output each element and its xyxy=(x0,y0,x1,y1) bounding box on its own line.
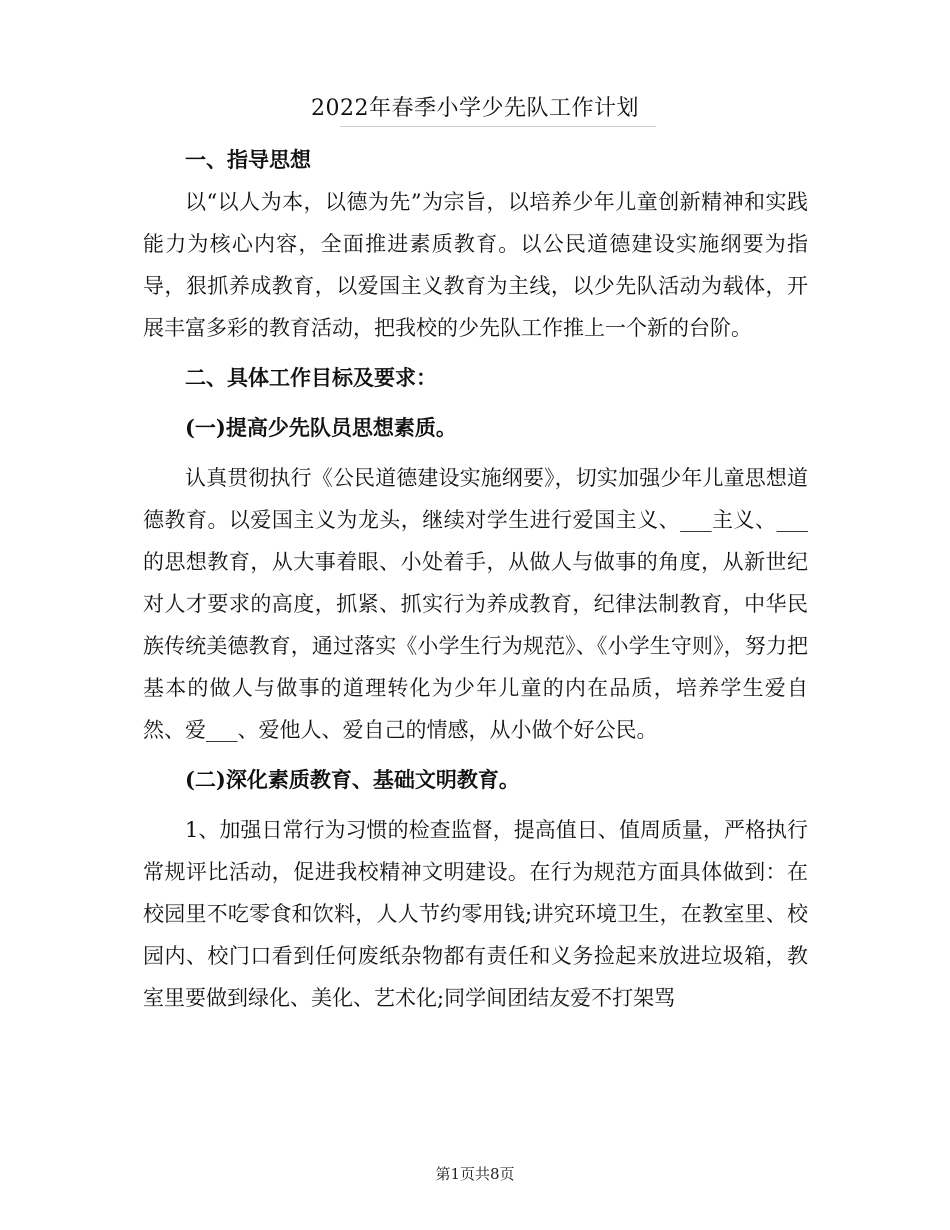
document-body xyxy=(143,139,808,1019)
subsection-heading-ideology: (一)提高少先队员思想素质。 xyxy=(185,415,457,440)
section-heading-guiding-thought: 一、指导思想 xyxy=(185,147,311,172)
document-title: 2022年春季小学少先队工作计划 xyxy=(311,96,639,121)
section-heading-goals: 二、具体工作目标及要求： xyxy=(185,365,437,390)
paragraph-guiding-thought: 以“以人为本，以德为先”为宗旨，以培养少年儿童创新精神和实践能力为核心内容，全面推进素质教育。以公民道德建设实施纲要为指导，狠抓养成教育，以爱国主义教育为主线，以少先队活动为载体，开展丰富多彩的教育活动，把我校的少先队工作推上一个新的台阶。 xyxy=(143,190,808,340)
page-number: 第1页共8页 xyxy=(435,1165,515,1183)
subsection-heading-civility: (二)深化素质教育、基础文明教育。 xyxy=(185,767,520,792)
paragraph-ideology: 认真贯彻执行《公民道德建设实施纲要》，切实加强少年儿童思想道德教育。以爱国主义为龙头，继续对学生进行爱国主义、___主义、___的思想教育，从大事着眼、小处着手，从做人与做事的角度，从新世纪对人才要求的高度，抓紧、抓实行为养成教育，纪律法制教育，中华民族传统美德教育，通过落实《小学生行为规范》、《小学生守则》，努力把基本的做人与做事的道理转化为少年儿童的内在品质，培养学生爱自然、爱___、爱他人、爱自己的情感，从小做个好公民。 xyxy=(143,466,808,742)
paragraph-civility: 1、加强日常行为习惯的检查监督，提高值日、值周质量，严格执行常规评比活动，促进我校精神文明建设。在行为规范方面具体做到：在校园里不吃零食和饮料，人人节约零用钱;讲究环境卫生，在教室里、校园内、校门口看到任何废纸杂物都有责任和义务捡起来放进垃圾箱，教室里要做到绿化、美化、艺术化;同学间团结友爱不打架骂 xyxy=(143,818,808,1010)
title-underline xyxy=(340,126,656,127)
